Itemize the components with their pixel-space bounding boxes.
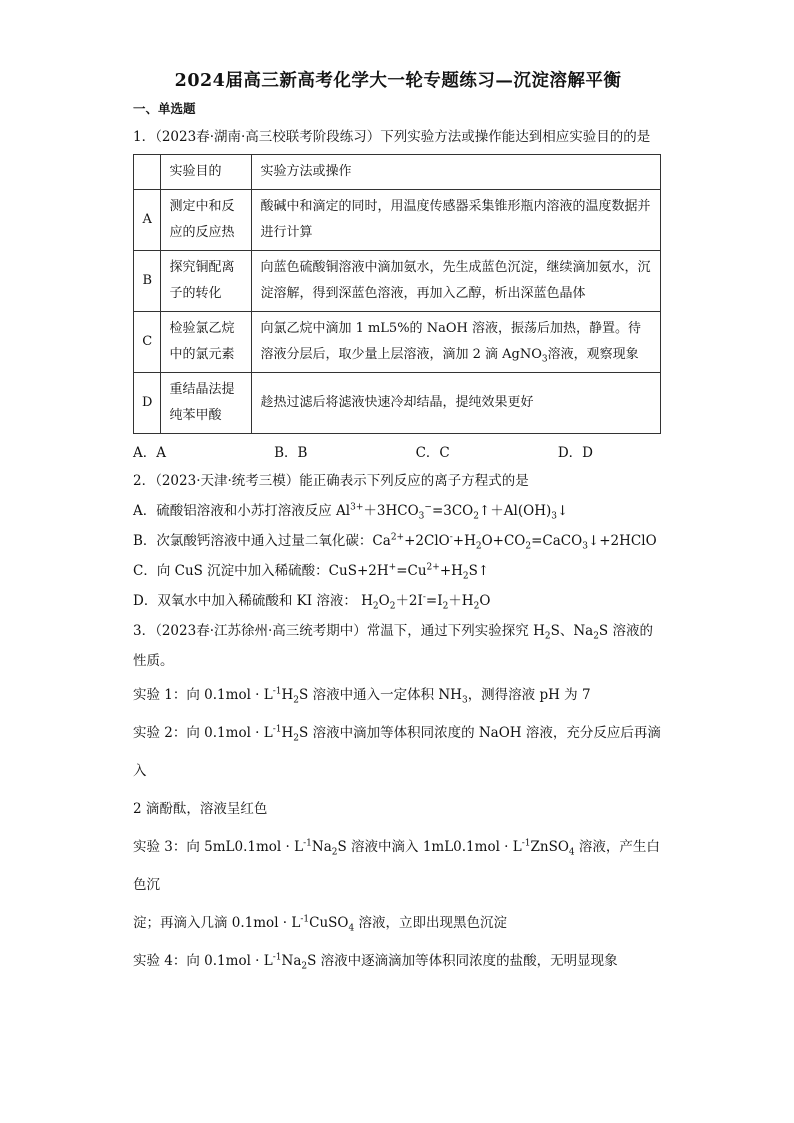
row-letter: D xyxy=(134,373,161,434)
subscript: 2 xyxy=(389,601,396,612)
text: ↓ xyxy=(556,503,569,519)
text: 淀；再滴入几滴 0.1mol · L xyxy=(133,915,301,931)
superscript: -1 xyxy=(272,686,282,697)
text: A．硫酸铝溶液和小苏打溶液反应 Al xyxy=(133,503,351,519)
row-goal: 探究铜配离子的转化 xyxy=(161,251,252,312)
row-letter: A xyxy=(134,190,161,251)
text: Na xyxy=(311,839,332,855)
text: D．双氧水中加入稀硫酸和 KI 溶液： H xyxy=(133,593,373,609)
text: CuSO xyxy=(309,915,349,931)
superscript: -1 xyxy=(303,838,312,849)
text: C．向 CuS 沉淀中加入稀硫酸：CuS+2H xyxy=(133,563,389,579)
text: ＋3HCO xyxy=(363,503,419,519)
table-row xyxy=(134,190,661,251)
table-header-cell: 实验方法或操作 xyxy=(252,155,661,190)
text: ，测得溶液 pH 为 7 xyxy=(467,687,591,703)
experiment-table xyxy=(133,154,661,434)
text: =Cu xyxy=(396,563,427,579)
row-method xyxy=(252,312,661,373)
table-header-cell: 实验目的 xyxy=(161,155,252,190)
text: H xyxy=(281,687,294,703)
superscript: - xyxy=(422,592,426,603)
text: =CaCO xyxy=(531,533,583,549)
superscript: 2+ xyxy=(426,562,440,573)
row-method: 酸碱中和滴定的同时，用温度传感器采集锥形瓶内溶液的温度数据并进行计算 xyxy=(252,190,661,251)
experiment-4 xyxy=(133,942,663,980)
text: +2ClO xyxy=(404,533,450,549)
option-a[interactable] xyxy=(133,496,663,526)
subscript: 2 xyxy=(372,601,379,612)
subscript: 3 xyxy=(461,695,468,706)
question-1-options xyxy=(133,440,593,466)
subscript: 4 xyxy=(348,923,355,934)
experiment-3 xyxy=(133,828,663,904)
subscript: 2 xyxy=(293,695,300,706)
method-text: 向氯乙烷中滴加 1 mL5%的 NaOH 溶液，振荡后加热，静置。待溶液分层后，取少量上层溶液，滴加 2 滴 AgNO xyxy=(260,321,641,362)
superscript: - xyxy=(449,532,453,543)
text: ＋2I xyxy=(395,593,423,609)
subscript: 2 xyxy=(442,601,449,612)
superscript: -1 xyxy=(521,838,531,849)
text: S、Na xyxy=(550,623,594,639)
experiment-3-cont xyxy=(133,904,663,942)
text: =I xyxy=(425,593,443,609)
subscript: 3 xyxy=(551,511,557,522)
text: Na xyxy=(281,953,302,969)
text: S 溶液中滴加等体积同浓度的 NaOH 溶液，充分反应后再滴入 xyxy=(133,725,661,779)
table-row xyxy=(134,251,661,312)
subscript: 2 xyxy=(293,733,300,744)
question-1-stem: 1．（2023春·湖南·高三校联考阶段练习）下列实验方法或操作能达到相应实验目的的是 xyxy=(133,129,651,145)
experiment-2-cont: 2 滴酚酞，溶液呈红色 xyxy=(133,801,268,817)
subscript: 2 xyxy=(331,847,338,858)
subscript: 2 xyxy=(473,511,479,522)
text: S 溶液中滴入 1mL0.1mol · L xyxy=(337,839,522,855)
option-a[interactable]: A．A xyxy=(133,445,166,461)
row-letter: B xyxy=(134,251,161,312)
row-goal: 重结晶法提纯苯甲酸 xyxy=(161,373,252,434)
text: ↑＋Al(OH) xyxy=(478,503,552,519)
subscript: 2 xyxy=(525,541,532,552)
table-header-row xyxy=(134,155,661,190)
question-3 xyxy=(133,616,663,980)
text: 实验 4：向 0.1mol · L xyxy=(133,953,273,969)
subscript: 3 xyxy=(418,511,425,522)
text: 实验 1：向 0.1mol · L xyxy=(133,687,273,703)
row-method: 趁热过滤后将滤液快速冷却结晶，提纯效果更好 xyxy=(252,373,661,434)
superscript: -1 xyxy=(272,952,282,963)
text: O xyxy=(479,593,491,609)
text: O xyxy=(378,593,390,609)
option-c[interactable]: C．C xyxy=(415,445,450,461)
text: O+CO xyxy=(481,533,526,549)
text: ↓+2HClO xyxy=(587,533,657,549)
option-b[interactable] xyxy=(133,526,663,556)
page-title: 2024届高三新高考化学大一轮专题练习—沉淀溶解平衡 xyxy=(174,71,622,91)
option-b[interactable]: B．B xyxy=(274,445,308,461)
question-2-stem: 2．（2023·天津·统考三模）能正确表示下列反应的离子方程式的是 xyxy=(133,473,529,489)
text: 实验 2：向 0.1mol · L xyxy=(133,725,273,741)
subscript: 2 xyxy=(301,961,308,972)
superscript: -1 xyxy=(300,914,310,925)
question-3-stem xyxy=(133,616,663,676)
method-text: 溶液，观察现象 xyxy=(547,347,639,362)
superscript: + xyxy=(388,562,397,573)
superscript: 3+ xyxy=(350,502,364,513)
row-method: 向蓝色硫酸铜溶液中滴加氨水，先生成蓝色沉淀，继续滴加氨水，沉淀溶解，得到深蓝色溶液，再加入乙醇，析出深蓝色晶体 xyxy=(252,251,661,312)
option-d[interactable] xyxy=(133,586,663,616)
option-d[interactable]: D．D xyxy=(557,445,593,461)
subscript: 2 xyxy=(593,631,599,642)
table-header-cell xyxy=(134,155,161,190)
text: 3．（2023春·江苏徐州·高三统考期中）常温下，通过下列实验探究 H xyxy=(133,623,545,639)
table-row xyxy=(134,373,661,434)
section-heading: 一、单选题 xyxy=(133,101,196,117)
superscript: − xyxy=(424,502,432,513)
text: ZnSO xyxy=(530,839,569,855)
document-page xyxy=(133,68,663,980)
text: =3CO xyxy=(431,503,474,519)
experiment-1 xyxy=(133,676,663,714)
text: H xyxy=(281,725,294,741)
row-goal: 检验氯乙烷中的氯元素 xyxy=(161,312,252,373)
question-1 xyxy=(133,123,663,466)
table-row xyxy=(134,312,661,373)
text: ＋H xyxy=(448,593,474,609)
text: 溶液，产生白色沉 xyxy=(133,839,660,893)
text: 实验 3：向 5mL0.1mol · L xyxy=(133,839,304,855)
text: 溶液，立即出现黑色沉淀 xyxy=(354,915,508,931)
subscript: 2 xyxy=(462,571,469,582)
subscript: 4 xyxy=(568,847,575,858)
text: S 溶液中通入一定体积 NH xyxy=(299,687,462,703)
option-c[interactable] xyxy=(133,556,663,586)
text: +H xyxy=(452,533,476,549)
subscript: 2 xyxy=(473,601,480,612)
text: S 溶液的性质。 xyxy=(133,623,653,669)
subscript: 3 xyxy=(541,354,548,365)
subscript: 2 xyxy=(475,541,482,552)
superscript: -1 xyxy=(272,724,282,735)
experiment-2 xyxy=(133,714,663,790)
text: +H xyxy=(439,563,463,579)
row-goal: 测定中和反应的反应热 xyxy=(161,190,252,251)
question-2 xyxy=(133,466,663,616)
text: S 溶液中逐滴滴加等体积同浓度的盐酸，无明显现象 xyxy=(307,953,618,969)
subscript: 3 xyxy=(582,541,588,552)
subscript: 2 xyxy=(544,631,551,642)
text: S↑ xyxy=(468,563,490,579)
row-letter: C xyxy=(134,312,161,373)
superscript: 2+ xyxy=(390,532,405,543)
text: B．次氯酸钙溶液中通入过量二氧化碳：Ca xyxy=(133,533,391,549)
